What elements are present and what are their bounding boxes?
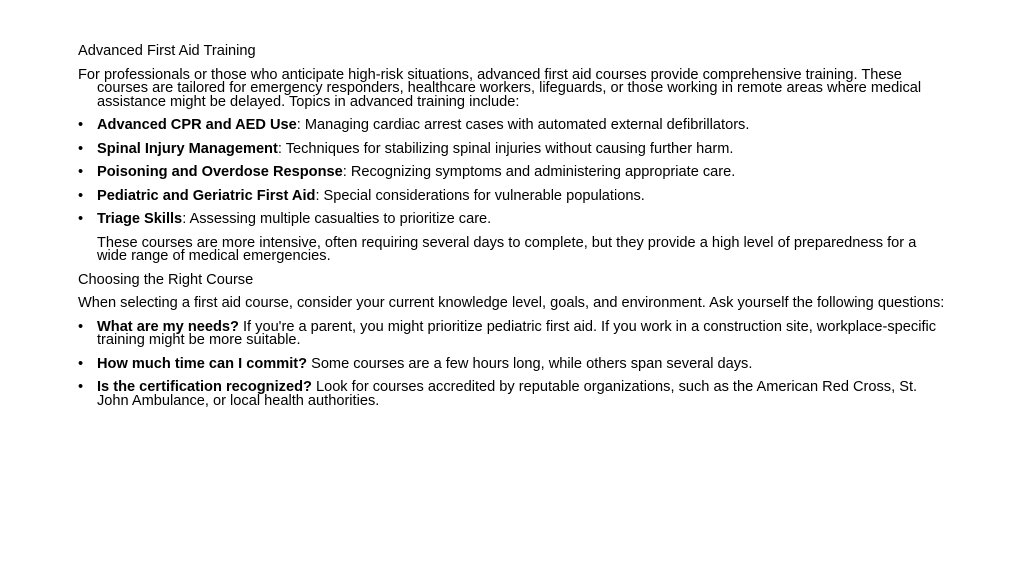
bullet-icon: •	[78, 379, 84, 395]
section-heading-choosing: Choosing the Right Course	[78, 271, 254, 288]
list-item-term: How much time can I commit?	[97, 355, 308, 372]
section-intro-advanced: For professionals or those who anticipate high-risk situations, advanced first aid courses provide comprehensive training. These courses are tailored for emergency responders, healthcare workers, lifeguards, or those working in remote areas where medical assistance might be delayed. Topics in advanced training include:	[78, 66, 922, 110]
section-heading-advanced: Advanced First Aid Training	[78, 43, 256, 59]
list-item-term: Spinal Injury Management	[97, 140, 278, 157]
list-item-description: Look for courses accredited by reputable organizations, such as the American Red Cross, St. John Ambulance, or local health authorities.	[97, 379, 918, 409]
list-item	[78, 166, 946, 180]
bullet-icon: •	[78, 318, 84, 335]
list-item-term: Advanced CPR and AED Use	[97, 117, 297, 133]
list-item-term: What are my needs?	[97, 318, 239, 335]
list-item-term: Is the certification recognized?	[97, 379, 312, 395]
bullet-icon: •	[78, 355, 84, 372]
list-item	[78, 140, 946, 157]
bullet-icon: •	[78, 187, 84, 204]
list-item-term: Poisoning and Overdose Response	[97, 164, 343, 180]
bullet-icon: •	[78, 117, 84, 133]
list-item-description: : Recognizing symptoms and administering appropriate care.	[342, 164, 736, 180]
list-item	[78, 355, 946, 372]
list-item-description: : Techniques for stabilizing spinal injuries without causing further harm.	[277, 140, 734, 157]
list-item	[78, 119, 946, 133]
section-closing-advanced: These courses are more intensive, often requiring several days to complete, but they provide a high level of preparedness for a wide range of medical emergencies.	[97, 234, 917, 264]
list-item-description: If you're a parent, you might prioritize pediatric first aid. If you work in a construction site, workplace-specific training might be more suitable.	[97, 318, 937, 348]
list-item	[78, 318, 946, 348]
list-item-description: Some courses are a few hours long, while others span several days.	[307, 355, 753, 372]
slide-text-body	[78, 45, 946, 418]
list-item	[78, 213, 946, 227]
list-item-description: : Assessing multiple casualties to prioritize care.	[182, 211, 492, 227]
list-item	[78, 187, 946, 204]
bullet-icon: •	[78, 140, 84, 157]
list-item-term: Pediatric and Geriatric First Aid	[97, 187, 316, 204]
bullet-icon: •	[78, 164, 84, 180]
list-item-term: Triage Skills	[97, 211, 183, 227]
list-item	[78, 381, 946, 408]
list-item-description: : Special considerations for vulnerable populations.	[315, 187, 645, 204]
list-item-description: : Managing cardiac arrest cases with automated external defibrillators.	[296, 117, 750, 133]
bullet-icon: •	[78, 211, 84, 227]
section-intro-choosing: When selecting a first aid course, consider your current knowledge level, goals, and environment. Ask yourself the following questions:	[78, 295, 945, 311]
